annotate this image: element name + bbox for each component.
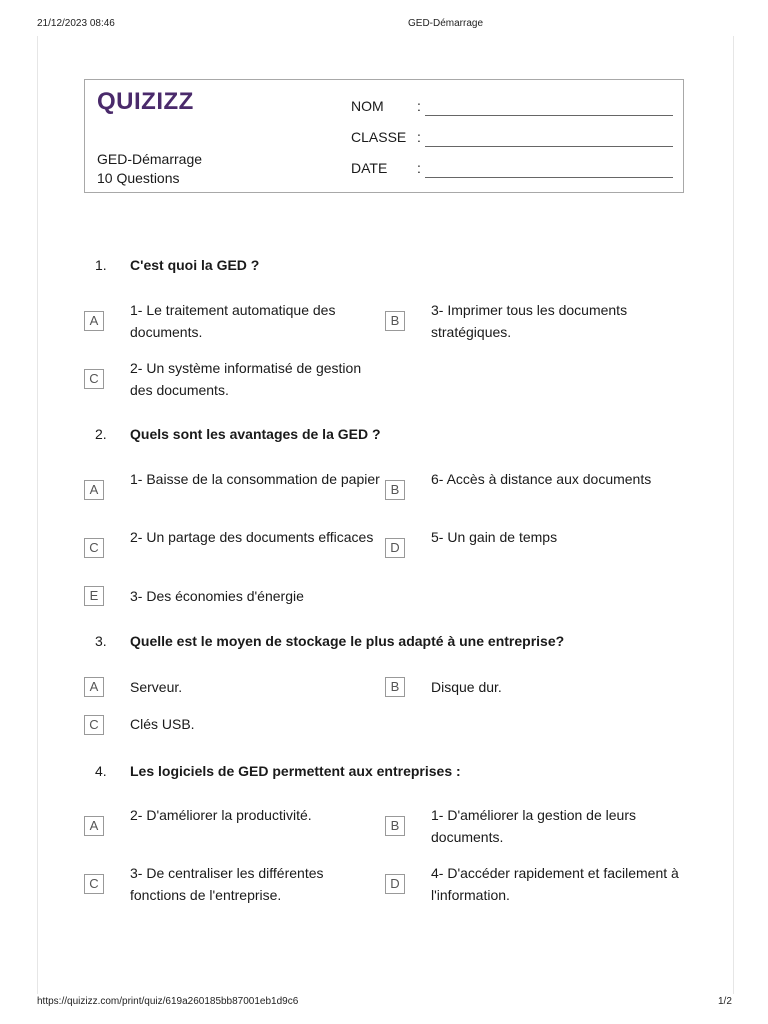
option-letter: C	[84, 874, 104, 894]
option-text: Serveur.	[130, 679, 183, 695]
option-text: Clés USB.	[130, 716, 195, 732]
question-text: Quelle est le moyen de stockage le plus adapté à une entreprise?	[130, 633, 565, 649]
field-nom	[351, 96, 675, 127]
option-letter: B	[385, 480, 405, 500]
question-number: 1.	[95, 257, 107, 273]
field-colon: :	[417, 98, 421, 114]
field-label: DATE	[351, 160, 388, 176]
option-text: 4- D'accéder rapidement et facilement à l'information.	[431, 865, 679, 903]
option-text: 1- Baisse de la consommation de papier	[130, 471, 380, 487]
option-letter: C	[84, 369, 104, 389]
student-fields	[351, 96, 675, 189]
option-letter: B	[385, 677, 405, 697]
option-text: 3- Des économies d'énergie	[130, 588, 304, 604]
print-datetime: 21/12/2023 08:46	[37, 18, 115, 29]
option-letter: B	[385, 816, 405, 836]
option-text: 1- D'améliorer la gestion de leurs documents.	[431, 807, 636, 845]
question-text: Quels sont les avantages de la GED ?	[130, 426, 381, 442]
question-number: 3.	[95, 633, 107, 649]
page-edge-left	[37, 36, 38, 994]
question-text: C'est quoi la GED ?	[130, 257, 260, 273]
print-title: GED-Démarrage	[408, 18, 484, 29]
quizizz-logo: QUIZIZZ	[97, 88, 194, 115]
field-classe	[351, 127, 675, 158]
field-underline	[425, 146, 673, 147]
option-letter: A	[84, 480, 104, 500]
quiz-header-box	[84, 79, 684, 193]
option-letter: A	[84, 311, 104, 331]
field-underline	[425, 177, 673, 178]
print-url: https://quizizz.com/print/quiz/619a260185bb87001eb1d9c6	[37, 996, 299, 1007]
field-label: CLASSE	[351, 129, 407, 145]
quiz-title-block	[97, 150, 202, 188]
field-colon: :	[417, 160, 421, 176]
quiz-title: GED-Démarrage	[97, 151, 203, 167]
question-text: Les logiciels de GED permettent aux entreprises :	[130, 763, 461, 779]
field-underline	[425, 115, 673, 116]
option-letter: A	[84, 677, 104, 697]
field-label: NOM	[351, 98, 384, 114]
option-text: 6- Accès à distance aux documents	[431, 471, 652, 487]
field-colon: :	[417, 129, 421, 145]
option-letter: E	[84, 586, 104, 606]
question-number: 4.	[95, 763, 107, 779]
option-text: 2- Un partage des documents efficaces	[130, 529, 374, 545]
question-number: 2.	[95, 426, 107, 442]
option-text: Disque dur.	[431, 679, 502, 695]
option-text: 2- D'améliorer la productivité.	[130, 807, 312, 823]
print-page-number: 1/2	[718, 996, 732, 1007]
option-letter: A	[84, 816, 104, 836]
page-edge-right	[733, 36, 734, 994]
option-letter: B	[385, 311, 405, 331]
option-text: 5- Un gain de temps	[431, 529, 558, 545]
option-text: 3- De centraliser les différentes fonctions de l'entreprise.	[130, 865, 324, 903]
option-letter: C	[84, 538, 104, 558]
option-text: 3- Imprimer tous les documents stratégiques.	[431, 302, 628, 340]
option-letter: C	[84, 715, 104, 735]
option-text: 1- Le traitement automatique des documents.	[130, 302, 336, 340]
option-letter: D	[385, 874, 405, 894]
option-letter: D	[385, 538, 405, 558]
option-text: 2- Un système informatisé de gestion des documents.	[130, 360, 362, 398]
field-date	[351, 158, 675, 189]
question-count: 10 Questions	[97, 170, 180, 186]
